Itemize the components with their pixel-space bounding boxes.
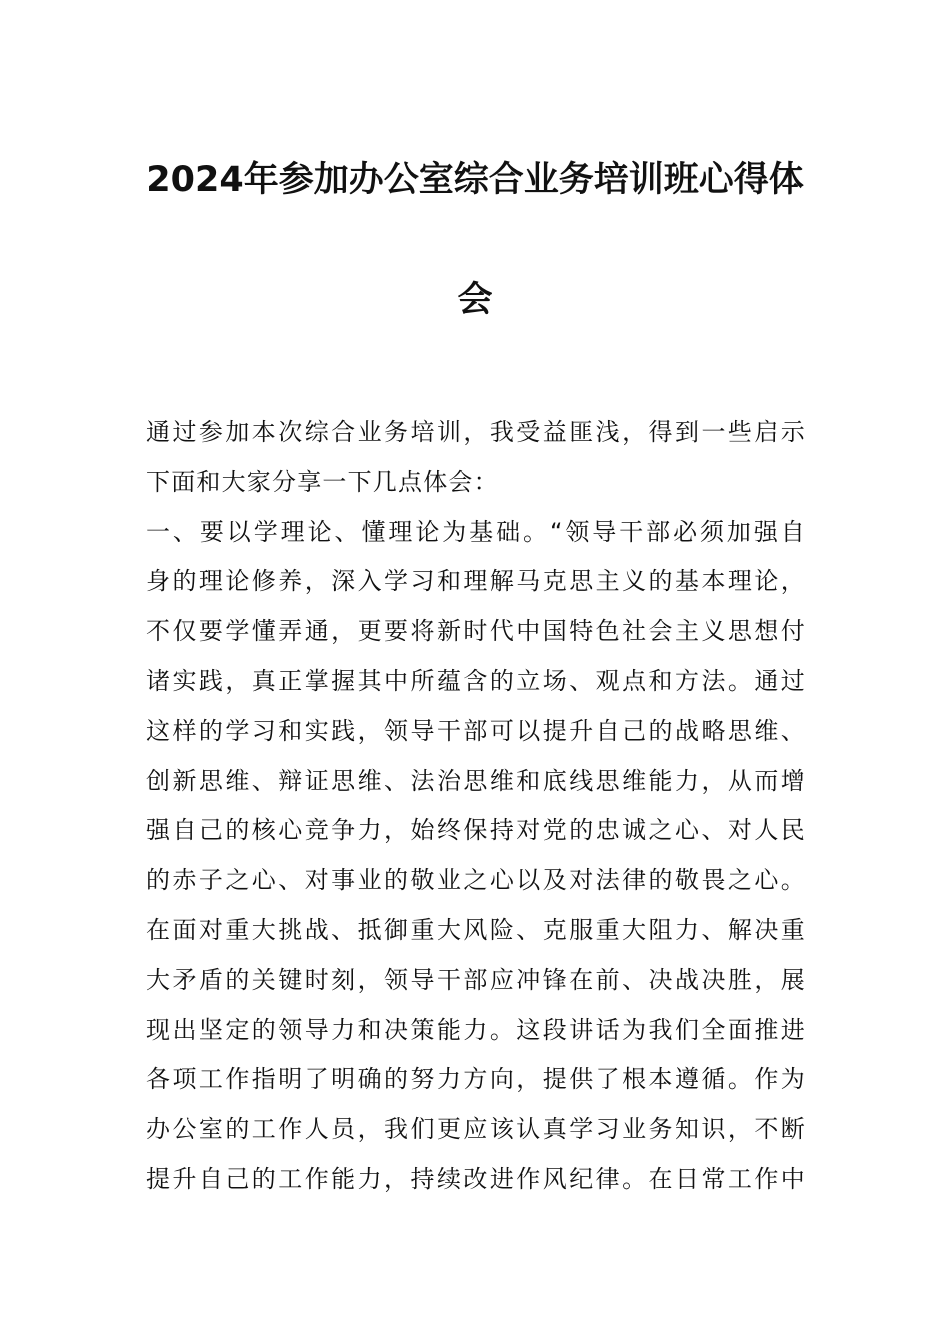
body-line: 诸实践，真正掌握其中所蕴含的立场、观点和方法。通过 — [146, 666, 806, 695]
document-title-line-2: 会 — [457, 280, 493, 320]
body-line: 在面对重大挑战、抵御重大风险、克服重大阻力、解决重 — [146, 915, 806, 944]
body-line: 这样的学习和实践，领导干部可以提升自己的战略思维、 — [146, 716, 806, 745]
body-line: 的赤子之心、对事业的敬业之心以及对法律的敬畏之心。 — [146, 866, 806, 895]
document-title-line-1: 2024年参加办公室综合业务培训班心得体 — [146, 160, 804, 200]
body-line: 身的理论修养，深入学习和理解马克思主义的基本理论， — [146, 567, 806, 596]
body-line: 不仅要学懂弄通，更要将新时代中国特色社会主义思想付 — [146, 617, 806, 646]
body-line: 通过参加本次综合业务培训，我受益匪浅，得到一些启示 — [146, 418, 806, 446]
body-line: 大矛盾的关键时刻，领导干部应冲锋在前、决战决胜，展 — [146, 965, 806, 994]
body-line: 提升自己的工作能力，持续改进作风纪律。在日常工作中 — [146, 1164, 806, 1193]
body-line: 各项工作指明了明确的努力方向，提供了根本遵循。作为 — [146, 1065, 806, 1094]
body-line: 现出坚定的领导力和决策能力。这段讲话为我们全面推进 — [146, 1015, 806, 1044]
body-line: 下面和大家分享一下几点体会： — [146, 467, 499, 496]
body-line: 强自己的核心竞争力，始终保持对党的忠诚之心、对人民 — [146, 816, 806, 845]
document-body — [146, 408, 806, 1205]
body-line: 一、要以学理论、懂理论为基础。“领导干部必须加强自 — [146, 517, 806, 546]
body-line: 创新思维、辩证思维、法治思维和底线思维能力，从而增 — [146, 766, 806, 795]
body-line: 办公室的工作人员，我们更应该认真学习业务知识，不断 — [146, 1115, 806, 1144]
